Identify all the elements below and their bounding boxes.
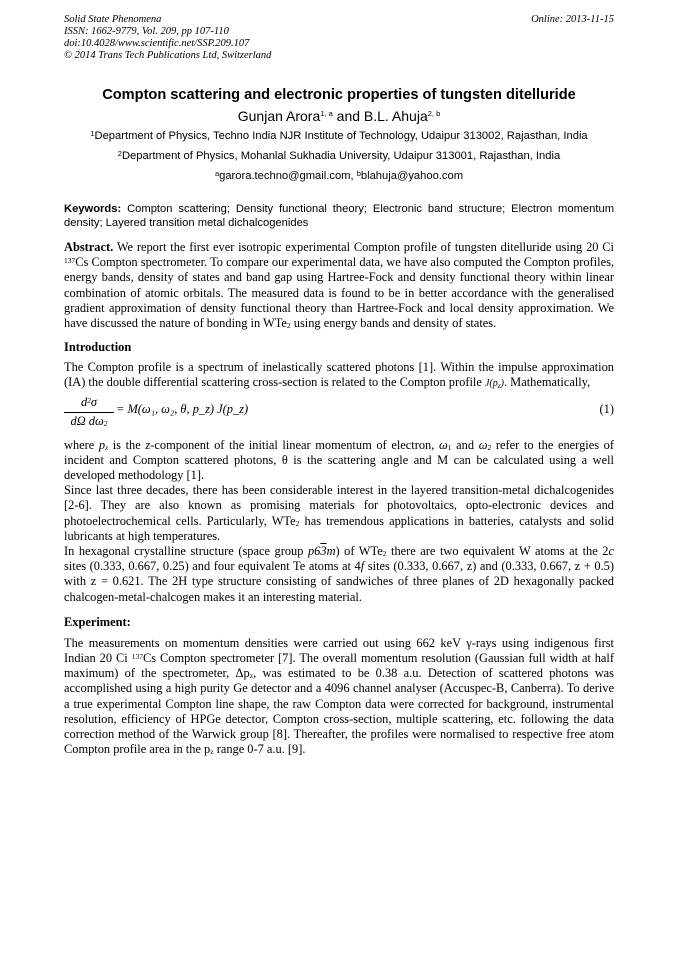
p2-e: refer to the energies of incident and Compton scattered photons, [64, 437, 614, 467]
intro-paragraph-1 [64, 360, 614, 391]
emails [64, 169, 614, 183]
intro-p1-tail: . Mathematically, [503, 375, 591, 390]
p4-spacegroup-m: m [326, 544, 336, 559]
journal-name: Solid State Phenomena [64, 14, 162, 25]
p2-w1-sub: 1 [447, 442, 452, 452]
paper-page [64, 14, 614, 757]
email-b-sup: b [356, 169, 361, 178]
equation-1 [64, 392, 614, 434]
issn-line: ISSN: 1662-9779, Vol. 209, pp 107-110 [64, 26, 229, 37]
p2-pz: p [98, 437, 106, 452]
email-a: garora.techno@gmail.com, [219, 170, 357, 182]
fraction-numerator [64, 394, 114, 413]
p4-c: there are two equivalent W atoms at the 2 [386, 544, 609, 559]
exp-a: The measurements on momentum densities were carried out using 662 keV γ-rays using indigenous first Indian 20 Ci [64, 635, 614, 666]
online-date: Online: 2013-11-15 [531, 14, 614, 25]
p4-sub: 2 [382, 549, 387, 559]
author-and: and [332, 108, 364, 124]
intro-p1-text: The Compton profile is a spectrum of inelastically scattered photons [1]. Within the impulse approximation (IA) the double differential scattering cross-section is related to the Compton profile [64, 360, 614, 390]
experiment-heading: Experiment: [64, 614, 131, 629]
author-2: B.L. Ahuja [363, 108, 428, 124]
introduction-heading: Introduction [64, 340, 132, 355]
p4-d: sites (0.333, 0.667, 0.25) and four equivalent Te atoms at 4 [64, 559, 361, 574]
den-text: dΩ dω [70, 413, 104, 428]
keywords-label: Keywords: [64, 203, 122, 215]
p4-a: In hexagonal crystalline structure (space group [64, 544, 308, 559]
fraction-denominator [64, 413, 114, 430]
p2-w1: ω [439, 437, 448, 452]
equation-rhs: = M(ω₁, ω₂, θ, p_z) J(p_z) [116, 401, 249, 416]
abstract-sub: 2 [286, 321, 291, 331]
intro-paragraph-2 [64, 438, 614, 484]
num-sup: 2 [87, 395, 91, 405]
p4-e: sites (0.333, 0.667, z) and (0.333, 0.667, z + 0.5) with z = 0.621. The 2H type structure consisting of sandwiches of three planes of 2D hexagonally packed chalcogen-metal-chalcogen makes it an interesting material. [64, 559, 614, 604]
intro-jpz: J(p [484, 378, 498, 390]
journal-header [64, 14, 614, 62]
p2-w2: ω [478, 437, 488, 452]
keywords-text: Compton scattering; Density functional theory; Electronic band structure; Electron momentum density; Layered transition metal dichalcogenides [64, 203, 615, 229]
experiment-paragraph [64, 636, 614, 758]
abstract-label: Abstract. [64, 240, 114, 254]
intro-jpz-close: ) [500, 378, 504, 390]
equation-number: (1) [599, 401, 614, 416]
paper-title: Compton scattering and electronic properties of tungsten ditelluride [102, 87, 576, 103]
aff1-sup: 1 [90, 129, 95, 138]
p4-b: ) of WTe [335, 544, 383, 559]
p4-f-ital: f [360, 559, 365, 574]
p2-d: and [451, 437, 479, 452]
p3-sub: 2 [295, 518, 300, 528]
intro-paragraph-4 [64, 544, 614, 605]
p2-a: where [64, 437, 99, 452]
aff2-sup: 2 [117, 149, 122, 158]
p3-text: Since last three decades, there has been considerable interest in the layered transition-metal dichalcogenides [2-6]. They are also known as promising materials for photovoltaics, opto-electronic devices and photoelectrochemical cells. Particularly, WTe [64, 483, 614, 528]
intro-jpz-sub: z [497, 381, 501, 391]
p2-pz-sub: z [105, 442, 109, 452]
keywords [64, 202, 614, 230]
intro-paragraph-3 [64, 483, 614, 544]
p2-theta: θ [281, 452, 288, 467]
aff2-text: Department of Physics, Mohanlal Sukhadia University, Udaipur 313001, Rajasthan, India [121, 150, 561, 162]
author-line [64, 107, 614, 125]
p2-b: is the [108, 437, 146, 452]
abstract [64, 240, 614, 331]
p3-tail: has tremendous applications in batteries, catalysts and solid lubricants at high temperatures. [64, 513, 614, 543]
author-2-sup: 2, b [427, 109, 441, 118]
p2-w2-sub: 2 [487, 442, 492, 452]
doi-line: doi:10.4028/www.scientific.net/SSP.209.107 [64, 38, 250, 49]
affiliation-1 [64, 129, 614, 143]
aff1-text: Department of Physics, Techno India NJR Institute of Technology, Udaipur 313002, Rajasthan, India [94, 130, 588, 142]
exp-sub: z [249, 671, 254, 681]
p4-c-ital: c [608, 544, 614, 559]
email-b: blahuja@yahoo.com [360, 170, 464, 182]
exp-c: , was estimated to be 0.38 a.u. Detection of scattered photons was accomplished using a high purity Ge detector and a 4096 channel analyser (Accuspec-B, Canberra). To derive a true experimental Compton line shape, the raw Compton data were corrected for background, instrumental resolution, efficiency of HPGe detector, Compton cross-section, multiple scattering, etc. following the data correction method of the Warwick group [8]. Thereafter, the profiles were normalised to respective free atom Compton profile area in the p [64, 666, 614, 757]
p4-spacegroup-bar: 3 [320, 544, 327, 559]
author-1: Gunjan Arora [237, 108, 321, 124]
equation-fraction [64, 394, 114, 430]
exp-sub2: z [210, 747, 214, 757]
p2-f: is the scattering angle and M can be calculated using a well developed methodology [1]. [64, 452, 614, 483]
exp-sup: 137 [131, 652, 143, 662]
exp-b: Cs Compton spectrometer [7]. The overall momentum resolution (Gaussian full width at half maximum) of the spectrometer, Δp [64, 651, 615, 681]
num-sigma: σ [90, 394, 98, 409]
abstract-sup: 137 [64, 256, 76, 266]
p4-spacegroup: p6 [307, 544, 321, 559]
abstract-text-2: Cs Compton spectrometer. To compare our experimental data, we have also computed the Compton profiles, energy bands, density of states and band gap using Hartree-Fock and density functional theory within linear combination of atomic orbitals. The measured data is found to be in better accordance with the generalised gradient approximation of density functional theory than Hartree-Fock and local density approximation. We have discussed the nature of bonding in WTe [64, 255, 614, 331]
num-d: d [80, 394, 88, 409]
den-sub: 2 [103, 418, 108, 428]
copyright-line: © 2014 Trans Tech Publications Ltd, Switzerland [64, 50, 272, 61]
email-a-sup: a [214, 169, 220, 178]
p2-c: -component of the initial linear momentum of electron, [150, 437, 439, 452]
affiliation-2 [64, 149, 614, 163]
exp-d: range 0-7 a.u. [9]. [213, 742, 306, 757]
p2-z: z [145, 437, 151, 452]
abstract-text-3: using energy bands and density of states. [290, 316, 497, 331]
abstract-text-1: We report the first ever isotropic experimental Compton profile of tungsten ditelluride using 20 Ci [113, 240, 614, 254]
author-1-sup: 1, a [320, 109, 333, 118]
